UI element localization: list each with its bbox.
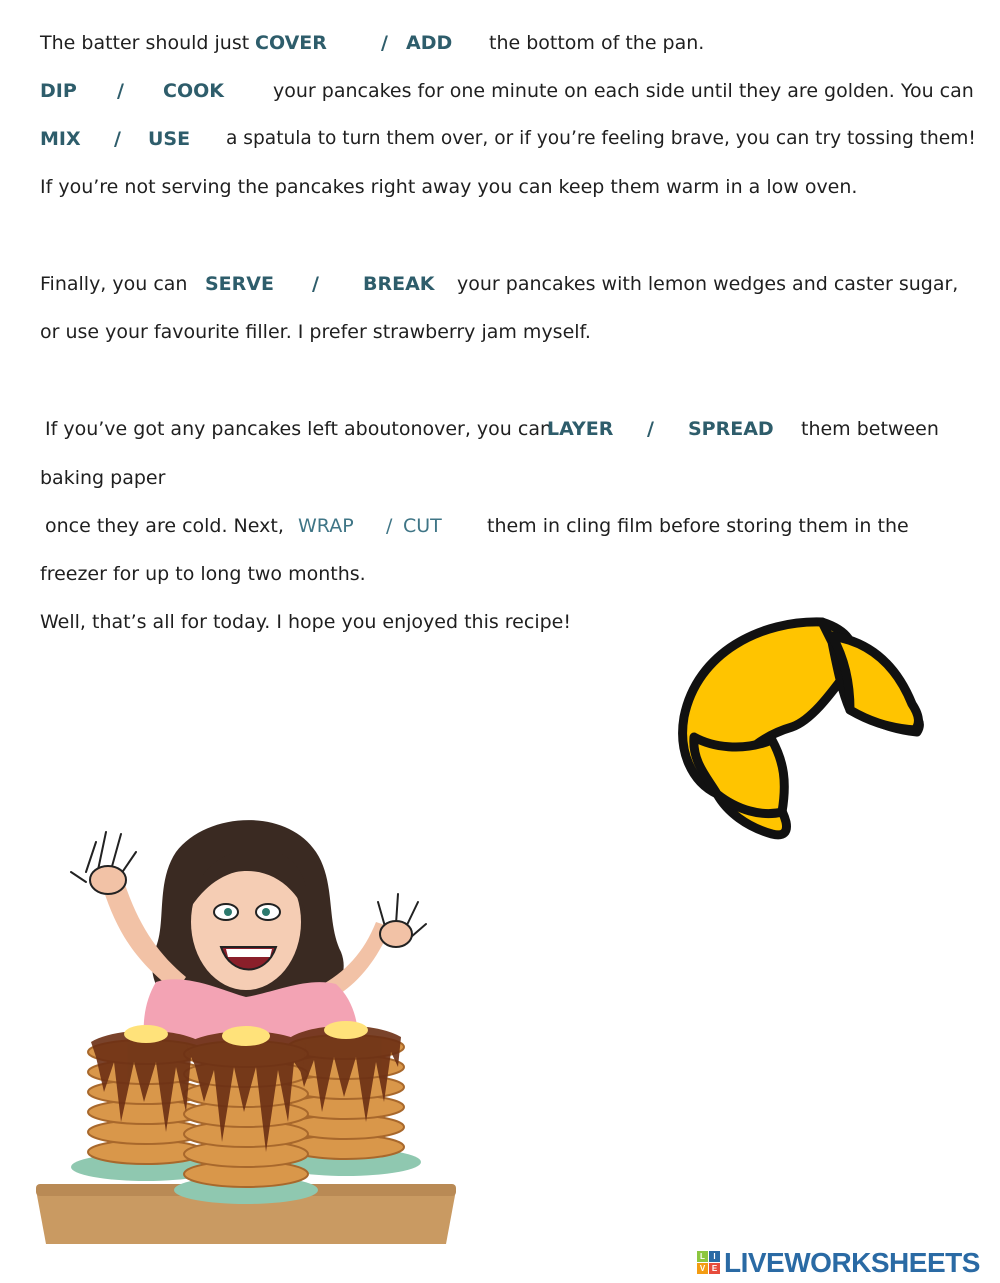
line5-text-after: your pancakes with lemon wedges and caster sugar, [457,273,959,295]
line1-text-before: The batter should just [40,32,250,54]
line6-text: or use your favourite filler. I prefer strawberry jam myself. [40,321,591,343]
option-mix[interactable]: MIX [40,128,81,150]
liveworksheets-logo-icon [697,1251,721,1275]
line5-text-before: Finally, you can [40,273,188,295]
brand-name: LIVEWORKSHEETS [724,1247,980,1278]
logo-letter-i: I [709,1251,720,1262]
option-separator: / [381,32,388,54]
option-cover[interactable]: COVER [255,32,327,54]
option-separator: / [114,128,121,150]
line7-text-before: If you’ve got any pancakes left aboutonover, you can [45,418,553,440]
option-use[interactable]: USE [148,128,191,150]
option-cut[interactable]: CUT [403,515,442,537]
line9-text-before: once they are cold. Next, [45,515,284,537]
option-dip[interactable]: DIP [40,80,77,102]
option-add[interactable]: ADD [406,32,453,54]
line9-text-after: them in cling film before storing them in the [487,515,909,537]
line2-text-after: your pancakes for one minute on each side until they are golden. You can [273,80,974,102]
option-separator: / [386,515,393,537]
option-separator: / [117,80,124,102]
liveworksheets-branding [697,1246,997,1280]
option-spread[interactable]: SPREAD [688,418,774,440]
line10-text: freezer for up to long two months. [40,563,366,585]
option-break[interactable]: BREAK [363,273,435,295]
croissant-icon [672,612,934,844]
option-separator: / [647,418,654,440]
option-serve[interactable]: SERVE [205,273,274,295]
line7-text-after: them between [801,418,939,440]
line4-text: If you’re not serving the pancakes right away you can keep them warm in a low oven. [40,176,858,198]
line11-text: Well, that’s all for today. I hope you enjoyed this recipe! [40,611,571,633]
option-separator: / [312,273,319,295]
logo-letter-l: L [697,1251,708,1262]
line1-text-after: the bottom of the pan. [489,32,705,54]
option-cook[interactable]: COOK [163,80,224,102]
option-wrap[interactable]: WRAP [298,515,354,537]
logo-letter-e: E [709,1263,720,1274]
line8-text: baking paper [40,467,166,489]
line3-text-after: a spatula to turn them over, or if you’re feeling brave, you can try tossing them! [226,128,976,149]
logo-letter-v: V [697,1263,708,1274]
option-layer[interactable]: LAYER [547,418,614,440]
teacher-with-pancakes-illustration [26,812,466,1248]
